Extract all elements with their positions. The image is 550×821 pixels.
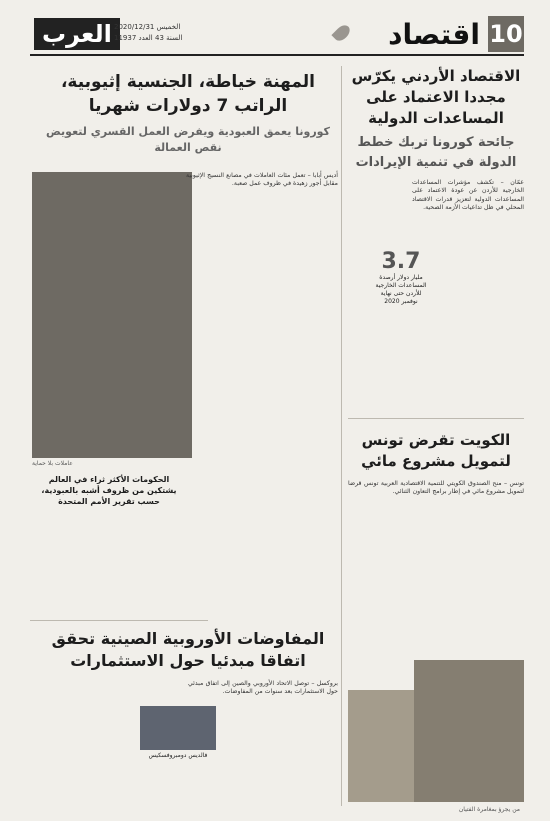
drop-icon xyxy=(331,22,352,43)
kuwait-body: تونس – منح الصندوق الكويتي للتنمية الاقتصادية العربية تونس قرضا لتمويل مشروع مائي في إطار برامج التعاون الثنائي. xyxy=(348,480,524,496)
factory-photo-caption: عاملات بلا حماية xyxy=(32,460,73,467)
masthead xyxy=(30,16,524,56)
photo-woman xyxy=(414,660,524,802)
main-article-head xyxy=(38,70,338,156)
stat-number: 3.7 xyxy=(381,249,421,274)
jordan-headline: الاقتصاد الأردني يكرّس مجددا الاعتماد على المساعدات الدولية xyxy=(351,67,521,127)
eu-china-head xyxy=(38,628,338,672)
eu-china-headline: المفاوضات الأوروبية الصينية تحقق اتفاقا مبدئيا حول الاستثمارات xyxy=(51,629,325,670)
kuwait-article xyxy=(348,430,524,497)
main-headline: المهنة خياطة، الجنسية إثيوبية، الراتب 7 دولارات شهريا xyxy=(60,72,316,116)
section-divider xyxy=(30,620,208,621)
column-divider xyxy=(348,418,524,419)
newspaper-logo: العرب xyxy=(34,18,120,50)
page-number: 10 xyxy=(488,16,524,52)
jordan-article xyxy=(348,66,524,213)
pull-quote: الحكومات الأكثر ثراء في العالم يشتكين من ظروف أشبه بالعبودية، حسب تقرير الأمم المتحدة xyxy=(41,475,177,506)
factory-photo xyxy=(32,172,192,458)
jordan-stat-box xyxy=(374,250,428,306)
issue-info: الخميس 2020/12/31 السنة 43 العدد 11937 xyxy=(114,23,183,42)
main-body: أديس أبابا – تعمل مئات العاملات في مصانع النسيج الإثيوبية مقابل أجور زهيدة في ظروف عمل صعبة. xyxy=(186,172,338,188)
photo-credit: من يجرؤ بمغامرة الفتيان xyxy=(458,806,520,813)
jordan-subhead: جائحة كورونا تربك خطط الدولة في تنمية الإيرادات xyxy=(355,135,517,170)
stat-caption: مليار دولار أرصدة المساعدات الخارجية للأردن حتى نهاية نوفمبر 2020 xyxy=(375,274,427,305)
vertical-divider xyxy=(341,66,342,806)
section-title: اقتصاد xyxy=(388,18,480,51)
eu-china-body: بروكسل – توصل الاتحاد الأوروبي والصين إلى اتفاق مبدئي حول الاستثمارات بعد سنوات من المفاوضات. xyxy=(188,680,338,696)
portrait-caption: فالديس دومبروفسكيس xyxy=(148,752,208,759)
kuwait-headline: الكويت تقرض تونس لتمويل مشروع مائي xyxy=(361,431,511,470)
portrait-photo xyxy=(140,706,216,750)
main-subhead: كورونا يعمق العبودية ويفرض العمل القسري لتعويض نقص العمالة xyxy=(46,125,330,154)
photo-landscape xyxy=(348,690,414,802)
jordan-body: عمّان – تكشف مؤشرات المساعدات الخارجية للأردن عن عودة الاعتماد على المساعدات الدولية لتعزيز قدرات الاقتصاد المحلي في ظل تداعيات الأزمة الصحية. xyxy=(412,179,524,212)
